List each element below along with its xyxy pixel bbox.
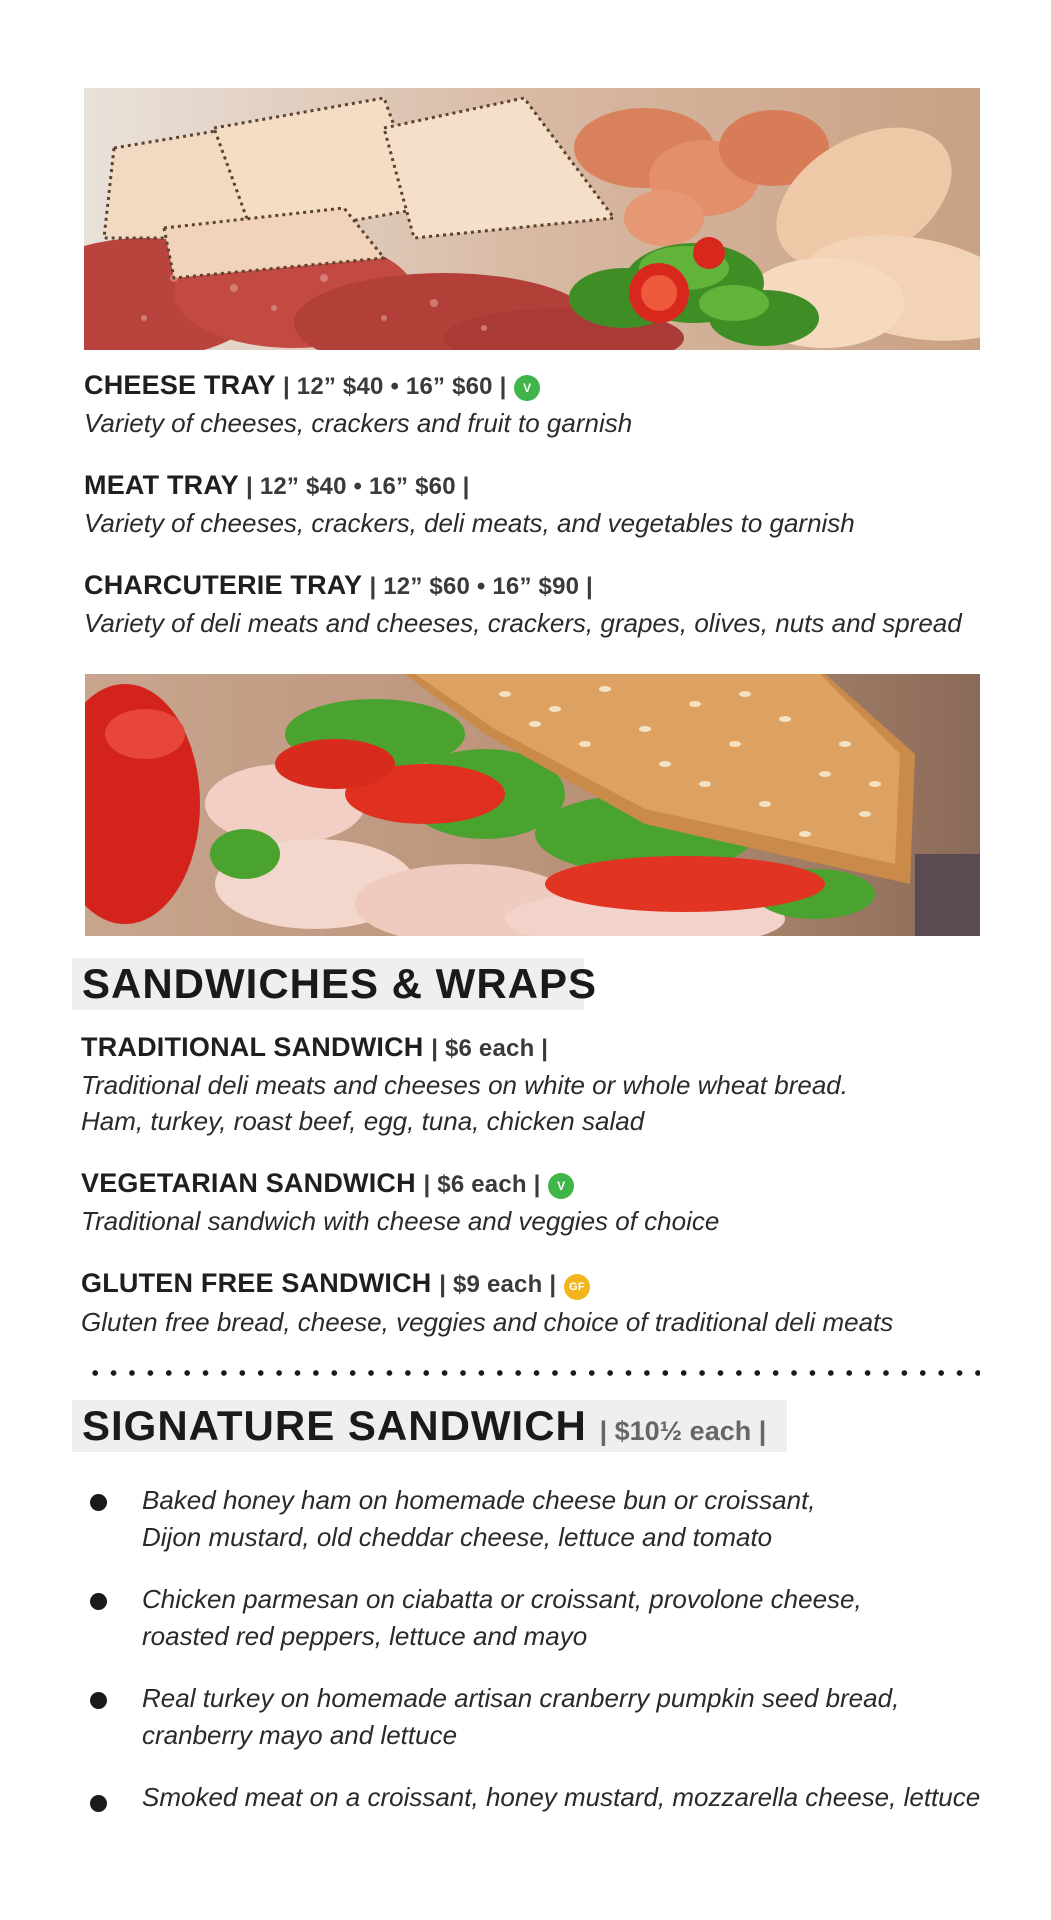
item-description-line: Gluten free bread, cheese, veggies and choice of traditional deli meats (81, 1307, 894, 1337)
signature-list (84, 1482, 1004, 1816)
gluten-free-sandwich-item (81, 1268, 981, 1340)
section-title: SIGNATURE SANDWICH (82, 1402, 587, 1449)
list-item-line: Real turkey on homemade artisan cranberry pumpkin seed bread, (142, 1683, 900, 1713)
bullet-icon (90, 1692, 107, 1709)
bullet-icon (90, 1593, 107, 1610)
item-price: | 12” $40 • 16” $60 | (246, 473, 470, 500)
list-item-line: Chicken parmesan on ciabatta or croissant, provolone cheese, (142, 1584, 862, 1614)
item-description-line: Ham, turkey, roast beef, egg, tuna, chicken salad (81, 1106, 645, 1136)
list-item-line: roasted red peppers, lettuce and mayo (142, 1621, 588, 1651)
item-name: TRADITIONAL SANDWICH (81, 1032, 424, 1062)
item-name: GLUTEN FREE SANDWICH (81, 1268, 432, 1298)
list-item-line: Smoked meat on a croissant, honey mustard, mozzarella cheese, lettuce (142, 1782, 981, 1812)
item-price: | $6 each | (423, 1171, 541, 1198)
list-item (84, 1779, 1004, 1816)
deli-meats-photo (84, 88, 980, 350)
item-price: | $6 each | (431, 1035, 549, 1062)
item-name: VEGETARIAN SANDWICH (81, 1168, 416, 1198)
meat-tray-item (84, 470, 984, 541)
traditional-sandwich-item (81, 1032, 981, 1139)
signature-section-header (72, 1400, 787, 1452)
item-name: CHEESE TRAY (84, 370, 276, 400)
item-name: CHARCUTERIE TRAY (84, 570, 362, 600)
sandwiches-section-header (72, 958, 598, 1010)
item-description-line: Traditional sandwich with cheese and veggies of choice (81, 1206, 720, 1236)
gluten-free-badge-icon: GF (564, 1274, 590, 1300)
dotted-divider (86, 1370, 980, 1376)
sandwich-photo (85, 674, 980, 936)
charcuterie-tray-item (84, 570, 984, 641)
list-item (84, 1680, 1004, 1754)
item-price: | 12” $40 • 16” $60 | (282, 373, 507, 400)
item-price: | $9 each | (439, 1271, 557, 1298)
bullet-icon (90, 1795, 107, 1812)
vegetarian-badge-icon: V (548, 1173, 574, 1199)
vegetarian-sandwich-item (81, 1168, 981, 1239)
item-name: MEAT TRAY (84, 470, 239, 500)
vegetarian-badge-icon: V (514, 375, 540, 401)
item-description: Variety of cheeses, crackers, deli meats, and vegetables to garnish (84, 508, 855, 538)
list-item-line: cranberry mayo and lettuce (142, 1720, 458, 1750)
list-item-line: Dijon mustard, old cheddar cheese, lettuce and tomato (142, 1522, 773, 1552)
cheese-tray-item (84, 370, 984, 441)
list-item-line: Baked honey ham on homemade cheese bun or croissant, (142, 1485, 816, 1515)
section-title: SANDWICHES & WRAPS (82, 960, 598, 1007)
section-price: | $10½ each | (599, 1416, 767, 1446)
item-price: | 12” $60 • 16” $90 | (369, 573, 593, 600)
list-item (84, 1581, 1004, 1655)
bullet-icon (90, 1494, 107, 1511)
item-description: Variety of deli meats and cheeses, crackers, grapes, olives, nuts and spread (84, 608, 962, 638)
list-item (84, 1482, 1004, 1556)
item-description-line: Traditional deli meats and cheeses on white or whole wheat bread. (81, 1070, 848, 1100)
item-description: Variety of cheeses, crackers and fruit to garnish (84, 408, 633, 438)
